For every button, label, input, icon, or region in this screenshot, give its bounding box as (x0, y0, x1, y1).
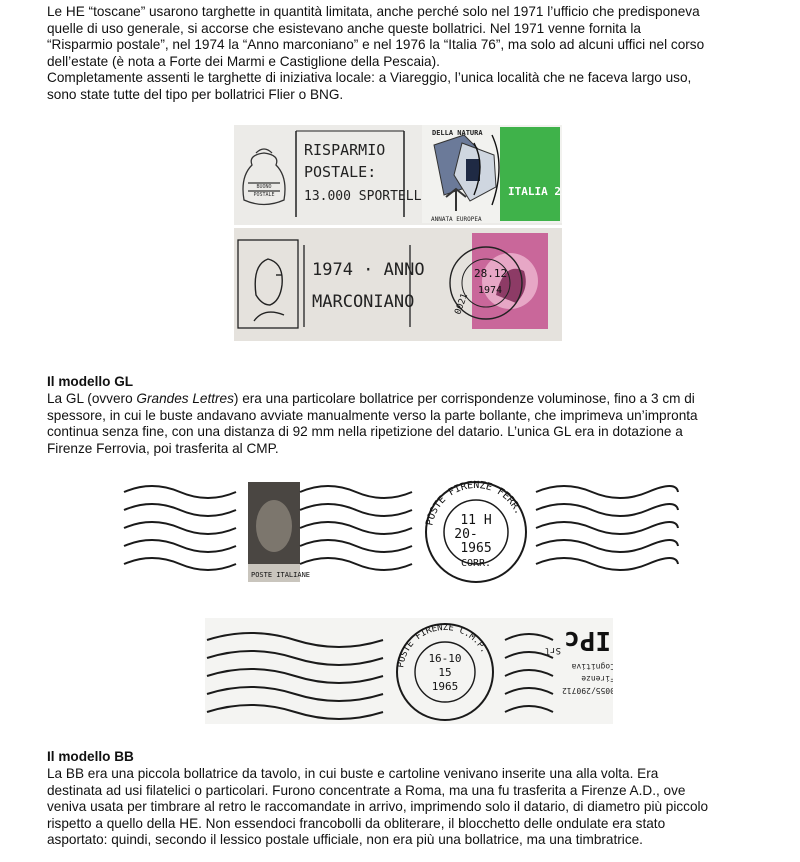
intro-line: dell’estate (è nota a Forte dei Marmi e Castiglione della Pescaia). (47, 53, 440, 69)
svg-text:BUONO: BUONO (256, 184, 272, 190)
postmark-time: 11 H (460, 513, 492, 528)
gl-cancel-image (122, 478, 682, 586)
cancel-year: 1974 (478, 285, 503, 296)
card-line: Cognitiva (571, 662, 613, 671)
bb-text (47, 766, 753, 849)
gl-emphasis: Grandes Lettres (136, 391, 234, 406)
datestamp-firenze-ferr (424, 480, 526, 582)
bb-line: veniva usata per timbrare al retro le raccomandate in arrivo, imprimendo solo il datario, di diametro più piccolo (47, 799, 709, 815)
nature-stamp (422, 125, 562, 223)
cancel-code: 0021 (453, 292, 471, 317)
postmark-date: 20- (454, 527, 478, 542)
slogan-postmarks-image (234, 125, 562, 341)
gl-line: Firenze Ferrovia, poi trasferita al CMP. (47, 440, 279, 456)
bb-line: La BB era una piccola bollatrice da tavolo, in cui buste e cartoline venivano inserite una alla volta. Era (47, 766, 659, 781)
wavy-lines-middle (300, 486, 412, 570)
intro-line: Completamente assenti le targhette di iniziativa locale: a Viareggio, l’unica località che ne faceva largo uso, (47, 70, 692, 86)
intro-line: “Risparmio postale”, nel 1974 la “Anno marconiano” e nel 1976 la “Italia 76”, ma solo ad alcuni uffici nel corso (47, 37, 705, 53)
slogan-line: 1974 · ANNO (312, 260, 425, 280)
bb-line: rispetto a quello della HE. Non essendoci francobolli da obliterare, il blocchetto delle ondulate era stato (47, 815, 666, 831)
heading-gl: Il modello GL (47, 374, 134, 389)
stamp-top-text: DELLA NATURA (432, 129, 483, 137)
card-line: Firenze (581, 674, 613, 683)
slogan-line: POSTALE: (304, 163, 377, 181)
intro-line: quelle di uso generale, si accorse che esistevano anche queste bollatrici. Nel 1971 venne fornita la (47, 20, 641, 36)
postmark-day: 15 (438, 666, 452, 679)
intro-line: sono state tutte del tipo per bollatrici Flier o BNG. (47, 86, 344, 102)
slogan-line: 13.000 SPORTELL (304, 189, 422, 204)
gl-cmp-image (205, 618, 613, 724)
ring-text: POSTE FIRENZE C.M.P. (396, 622, 489, 669)
postmark-year: 1965 (460, 541, 492, 556)
figure-slogan-postmarks (234, 125, 562, 341)
ring-bottom-text: CORR. (460, 558, 492, 569)
postmark-time: 16-10 (428, 652, 462, 665)
slogan-line: MARCONIANO (312, 292, 415, 312)
figure-gl-cancel (122, 478, 682, 586)
gl-text (47, 391, 753, 457)
gl-line: spessore, in cui le buste andavano avviate manualmente verso la parte bollante, che imprimeva un’impronta (47, 407, 698, 423)
intro-text (47, 4, 753, 104)
heading-bb: Il modello BB (47, 749, 134, 764)
stamp-bottom-text: ANNATA EUROPEA (431, 216, 482, 223)
logo-text: IPc (564, 625, 611, 655)
bb-line: asportato: quindi, secondo il lessico postale ufficiale, non era più una bollatrice, ma una timbratrice. (47, 832, 643, 848)
stamp-label: POSTE ITALIANE (251, 571, 311, 579)
slogan-line: RISPARMIO (304, 141, 386, 159)
gl-line: La GL (ovvero Grandes Lettres) era una particolare bollatrice per corrispondenze voluminose, fino a 3 cm di (47, 391, 695, 406)
bb-line: destinata ad usi filatelici o particolari. Furono concentrate a Roma, ma una fu trasferita a Firenze A.D., ove (47, 782, 686, 798)
gl-line: continua senza fine, con una distanza di 92 mm nella ripetizione del datario. L’unica GL era in dotazione a (47, 424, 683, 440)
ring-text: POSTE FIRENZE FERR. (424, 479, 524, 527)
wavy-lines-left (124, 486, 236, 570)
wavy-lines-right (536, 486, 678, 570)
portrait-stamp (248, 482, 310, 582)
figure-gl-cmp (205, 618, 613, 724)
postmark-year: 1965 (431, 680, 459, 693)
cancel-date: 28.12 (474, 267, 508, 280)
svg-text:POSTALE: POSTALE (253, 192, 275, 198)
intro-line: Le HE “toscane” usarono targhette in quantità limitata, anche perché solo nel 1971 l’ufficio che predisponeva (47, 4, 700, 19)
stamp-value: ITALIA 25 (508, 185, 562, 198)
logo-suffix: Srl (544, 645, 561, 655)
card-line: 0055/290712 (562, 686, 613, 695)
